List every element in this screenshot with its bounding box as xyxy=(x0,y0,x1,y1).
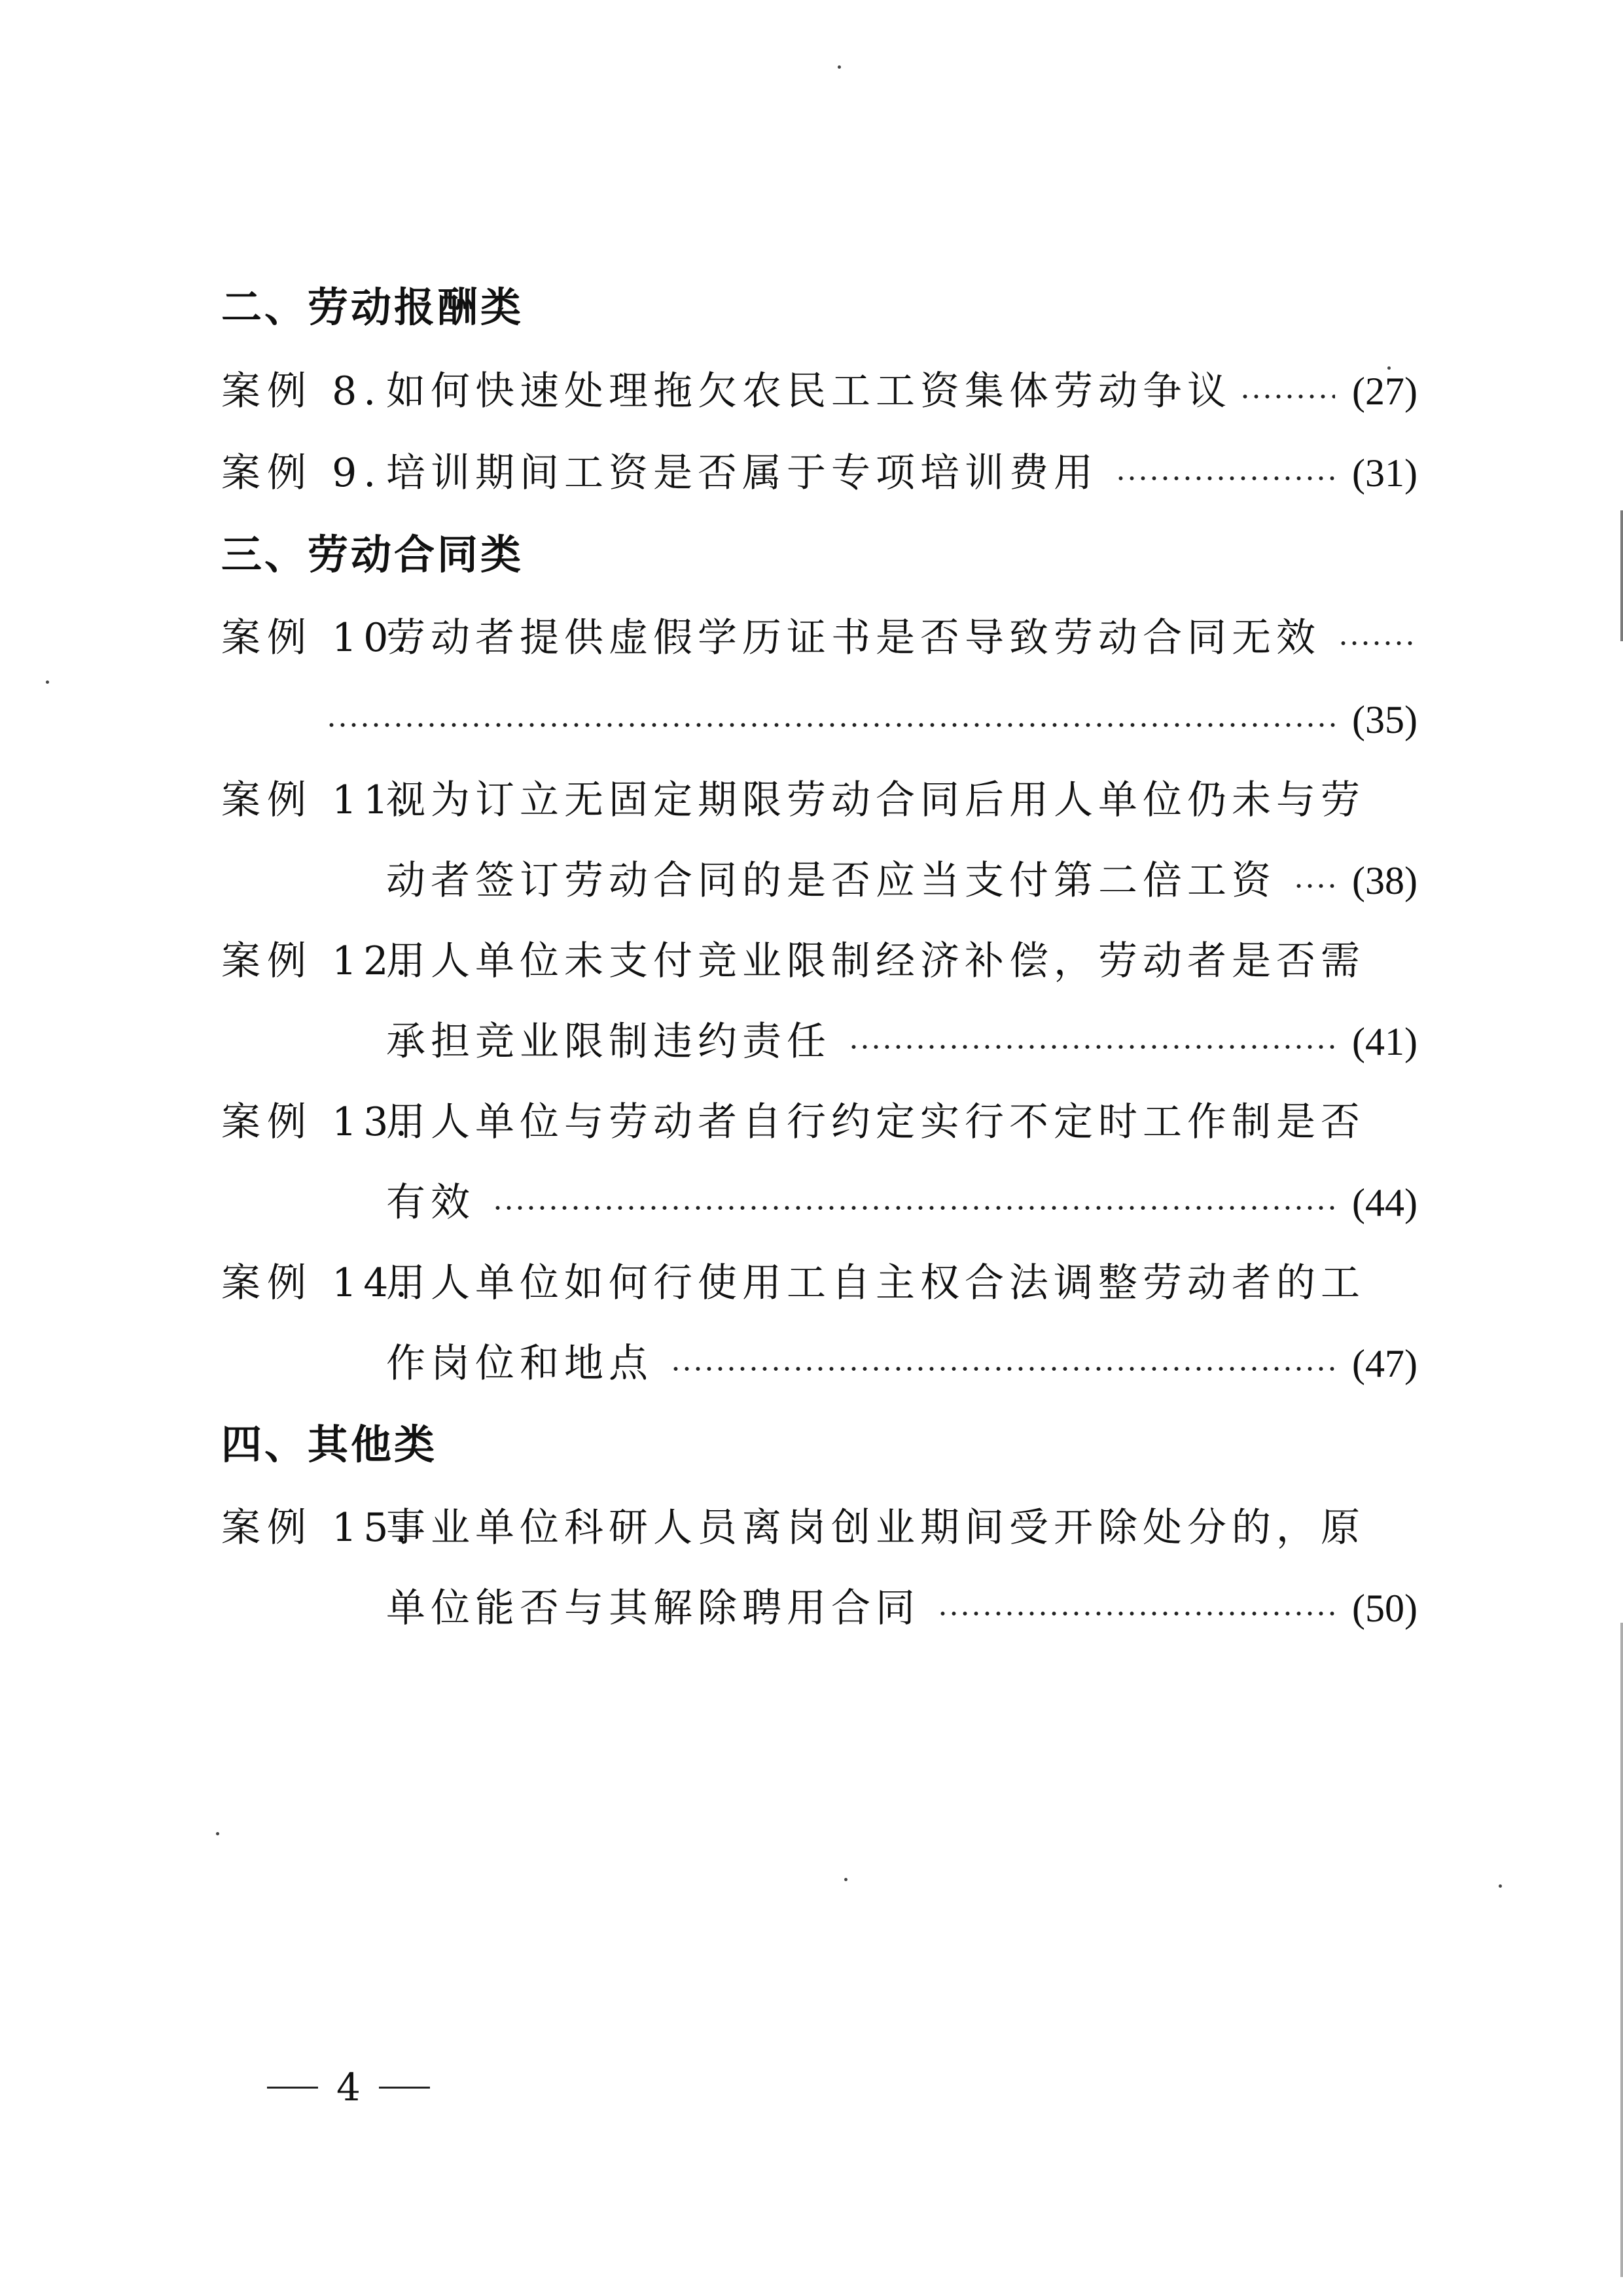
leader-dots xyxy=(848,1044,1335,1050)
footer-dash-right xyxy=(379,2087,430,2089)
page-number: (44) xyxy=(1352,1181,1418,1224)
toc-entry-case-10-continuation xyxy=(326,690,1418,749)
case-label: 案例 11. xyxy=(221,777,414,823)
page-number: (27) xyxy=(1352,370,1418,413)
toc-entry-case-9[interactable] xyxy=(221,444,1418,503)
case-label: 案例 9. xyxy=(221,450,383,496)
scan-edge-mark xyxy=(1620,1623,1623,2277)
case-title-line-2: 作岗位和地点 xyxy=(386,1341,653,1386)
toc-entry-case-13-continuation xyxy=(386,1173,1418,1232)
footer-dash-left xyxy=(267,2087,318,2089)
case-title: 如何快速处理拖欠农民工工资集体劳动争议 xyxy=(386,368,1232,414)
toc-entry-case-15[interactable] xyxy=(221,1498,1418,1557)
case-title: 劳动者提供虚假学历证书是否导致劳动合同无效 xyxy=(386,615,1321,661)
page-number: (50) xyxy=(1352,1587,1418,1630)
toc-entry-case-15-continuation xyxy=(386,1579,1418,1638)
page-number: (35) xyxy=(1352,698,1418,741)
case-label: 案例 12. xyxy=(221,938,414,984)
scan-edge-mark xyxy=(1620,510,1623,641)
page-number: (41) xyxy=(1352,1020,1418,1063)
scan-speck xyxy=(216,1832,219,1835)
scan-speck xyxy=(46,680,49,684)
section-heading-labor-remuneration: 二、劳动报酬类 xyxy=(221,283,524,331)
toc-entry-case-10[interactable] xyxy=(221,609,1418,667)
case-label: 案例 10. xyxy=(221,615,414,661)
leader-dots xyxy=(670,1366,1335,1371)
section-heading-labor-contract: 三、劳动合同类 xyxy=(221,531,524,578)
toc-entry-case-11[interactable] xyxy=(221,771,1418,830)
page-number: (31) xyxy=(1352,451,1418,495)
case-title-line-1: 视为订立无固定期限劳动合同后用人单位仍未与劳 xyxy=(386,777,1365,823)
leader-dots xyxy=(1338,641,1415,646)
scan-speck xyxy=(1387,366,1391,370)
case-title-line-1: 用人单位与劳动者自行约定实行不定时工作制是否 xyxy=(386,1099,1365,1145)
section-heading-other: 四、其他类 xyxy=(221,1421,438,1468)
leader-dots xyxy=(1293,883,1335,889)
leader-dots xyxy=(492,1205,1335,1210)
footer-page-number: 4 xyxy=(336,2065,361,2110)
case-title-line-1: 用人单位未支付竞业限制经济补偿，劳动者是否需 xyxy=(386,938,1365,984)
case-title-line-2: 有效 xyxy=(386,1180,475,1226)
toc-entry-case-11-continuation xyxy=(386,851,1418,910)
case-title-line-1: 事业单位科研人员离岗创业期间受开除处分的，原 xyxy=(386,1505,1365,1551)
page-number: (38) xyxy=(1352,859,1418,902)
case-title-line-2: 承担竞业限制违约责任 xyxy=(386,1019,831,1065)
leader-dots xyxy=(326,722,1335,728)
case-label: 案例 13. xyxy=(221,1099,414,1145)
toc-entry-case-14-continuation xyxy=(386,1334,1418,1393)
leader-dots xyxy=(1240,394,1335,399)
scan-speck xyxy=(1499,1884,1502,1888)
case-title: 培训期间工资是否属于专项培训费用 xyxy=(386,450,1098,496)
page-footer xyxy=(249,2061,448,2113)
scan-speck xyxy=(838,65,841,69)
toc-entry-case-8[interactable] xyxy=(221,362,1418,421)
case-title-line-2: 动者签订劳动合同的是否应当支付第二倍工资 xyxy=(386,858,1276,904)
leader-dots xyxy=(937,1611,1335,1616)
case-label: 案例 14. xyxy=(221,1260,414,1306)
toc-entry-case-12-continuation xyxy=(386,1012,1418,1071)
page-number: (47) xyxy=(1352,1342,1418,1385)
case-title-line-2: 单位能否与其解除聘用合同 xyxy=(386,1585,920,1631)
case-title-line-1: 用人单位如何行使用工自主权合法调整劳动者的工 xyxy=(386,1260,1365,1306)
toc-entry-case-12[interactable] xyxy=(221,932,1418,991)
toc-entry-case-13[interactable] xyxy=(221,1093,1418,1152)
scan-speck xyxy=(844,1878,847,1881)
toc-entry-case-14[interactable] xyxy=(221,1254,1418,1313)
leader-dots xyxy=(1115,476,1335,481)
case-label: 案例 8. xyxy=(221,368,383,414)
case-label: 案例 15. xyxy=(221,1505,414,1551)
